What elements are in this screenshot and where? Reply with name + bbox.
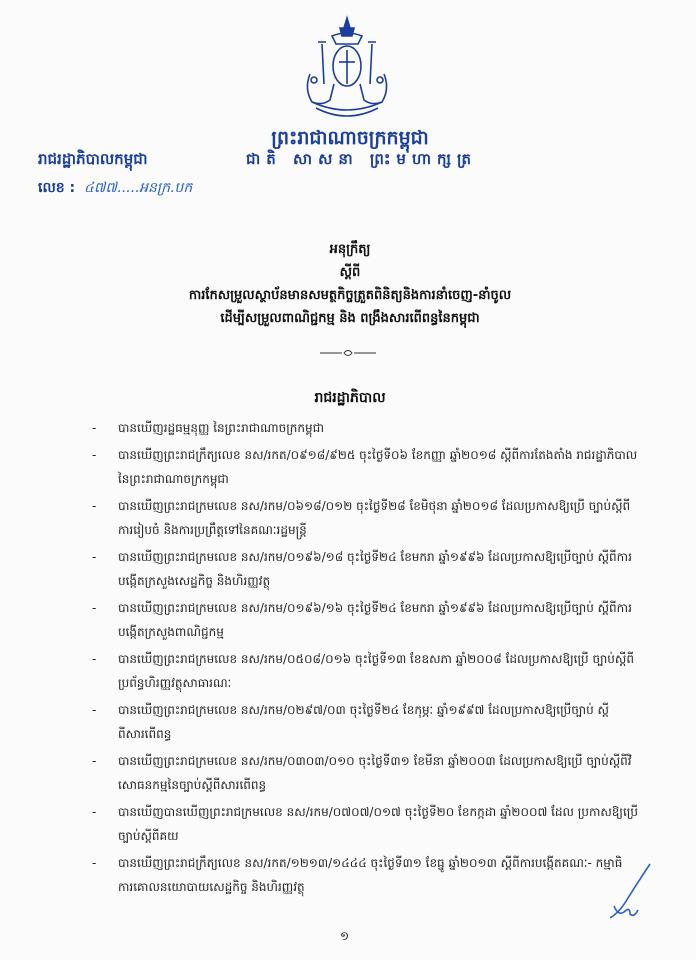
list-item: - បានឃើញរដ្ឋធម្មនុញ្ញ នៃព្រះរាជាណាចក្រកម្ពុជា <box>92 416 640 440</box>
royal-coat-of-arms-icon <box>292 14 402 124</box>
list-item: - បានឃើញព្រះរាជក្រមលេខ នស/រកម/០៦១៨/០១២ ចុះថ្ងៃទី២៨ ខែមិថុនា ឆ្នាំ២០១៨ ដែលប្រកាសឱ្យប្រើ ច្បាប់ស្តីពីការរៀបចំ និងការប្រព្រឹត្តទៅនៃគណៈរដ្ឋមន្ត្រី <box>92 494 640 542</box>
clause-list <box>92 416 640 902</box>
list-item: - បានឃើញព្រះរាជក្រមលេខ នស/រកម/០៥០៨/០១៦ ចុះថ្ងៃទី១៣ ខែឧសភា ឆ្នាំ២០០៨ ដែលប្រកាសឱ្យប្រើ ច្បាប់ស្តីពីប្រព័ន្ធហិរញ្ញវត្ថុសាធារណៈ <box>92 647 640 695</box>
government-heading: រាជរដ្ឋាភិបាលកម្ពុជា <box>38 150 148 168</box>
list-item: - បានឃើញព្រះរាជក្រមលេខ នស/រកម/០២៩៧/០៣ ចុះថ្ងៃទី២៤ ខែកុម្ភៈ ឆ្នាំ១៩៩៧ ដែលប្រកាសឱ្យប្រើច្បាប់ ស្តីពីសារពើពន្ធ <box>92 698 640 746</box>
list-item: - បានឃើញព្រះរាជក្រមលេខ នស/រកម/០៣០៣/០១០ ចុះថ្ងៃទី៣១ ខែមីនា ឆ្នាំ២០០៣ ដែលប្រកាសឱ្យប្រើ ច្បាប់ស្តីពីវិសោធនកម្មនៃច្បាប់ស្តីពីសារពើពន្ធ <box>92 749 640 797</box>
document-title <box>130 238 570 330</box>
list-dash: - <box>92 703 97 717</box>
list-dash: - <box>92 499 97 513</box>
title-line-4: ដើម្បីសម្រួលពាណិជ្ជកម្ម និង ពង្រឹងសារពើពន្ធនៃកម្ពុជា <box>220 311 480 326</box>
list-item: - បានឃើញបានឃើញព្រះរាជក្រមលេខ នស/រកម/០៧០៧/០១៧ ចុះថ្ងៃទី២០ ខែកក្កដា ឆ្នាំ២០០៧ ដែល ប្រកាសឱ្យប្រើច្បាប់ស្តីពីគយ <box>92 800 640 848</box>
handwritten-initial-signature <box>600 862 660 922</box>
list-dash: - <box>92 805 97 819</box>
list-item: - បានឃើញព្រះរាជក្រមលេខ នស/រកម/០១៩៦/១៨ ចុះថ្ងៃទី២៤ ខែមករា ឆ្នាំ១៩៩៦ ដែលប្រកាសឱ្យប្រើច្បាប់ ស្តីពីការបង្កើតក្រសួងសេដ្ឋកិច្ច និងហិរញ្ញវត្ថុ <box>92 545 640 593</box>
reference-number <box>38 178 192 199</box>
reference-value: ៤៧៧.....អនក្រ.បក <box>84 180 193 196</box>
list-item: - បានឃើញព្រះរាជក្រឹត្យលេខ នស/រកត/០៩១៨/៩២៥ ចុះថ្ងៃទី០៦ ខែកញ្ញា ឆ្នាំ២០១៨ ស្តីពីការតែងតាំង រាជរដ្ឋាភិបាល នៃព្រះរាជាណាចក្រកម្ពុជា <box>92 443 640 491</box>
title-line-3: ការកែសម្រួលស្ថាប័នមានសមត្ថកិច្ចត្រួតពិនិត្យនិងការនាំចេញ-នាំចូល <box>188 288 512 303</box>
title-line-1: អនុក្រឹត្យ <box>329 242 371 257</box>
divider-ornament-icon <box>318 348 378 358</box>
list-dash: - <box>92 601 97 615</box>
list-dash: - <box>92 652 97 666</box>
title-line-2: ស្តីពី <box>339 265 361 280</box>
list-item: - បានឃើញព្រះរាជក្រមលេខ នស/រកម/០១៩៦/១៦ ចុះថ្ងៃទី២៤ ខែមករា ឆ្នាំ១៩៩៦ ដែលប្រកាសឱ្យប្រើច្បាប់ ស្តីពីការបង្កើតក្រសួងពាណិជ្ជកម្ម <box>92 596 640 644</box>
national-motto: ជាតិ សាសនា ព្រះមហាក្សត្រ <box>246 150 477 168</box>
section-heading: រាជរដ្ឋាភិបាល <box>314 390 386 406</box>
list-dash: - <box>92 550 97 564</box>
list-dash: - <box>92 754 97 768</box>
list-item: - បានឃើញព្រះរាជក្រឹត្យលេខ នស/រកត/១២១៣/១៤៤៤ ចុះថ្ងៃទី៣១ ខែធ្នូ ឆ្នាំ២០១៣ ស្តីពីការបង្កើតគណៈ- កម្មាធិការគោលនយោបាយសេដ្ឋកិច្ច និងហិរញ្ញវត្ថុ <box>92 851 640 899</box>
list-dash: - <box>92 448 97 462</box>
list-dash: - <box>92 421 97 435</box>
kingdom-heading: ព្រះរាជាណាចក្រកម្ពុជា <box>271 127 429 149</box>
reference-label: លេខ : <box>38 180 76 196</box>
list-dash: - <box>92 856 97 870</box>
page-number: ១ <box>340 929 350 943</box>
